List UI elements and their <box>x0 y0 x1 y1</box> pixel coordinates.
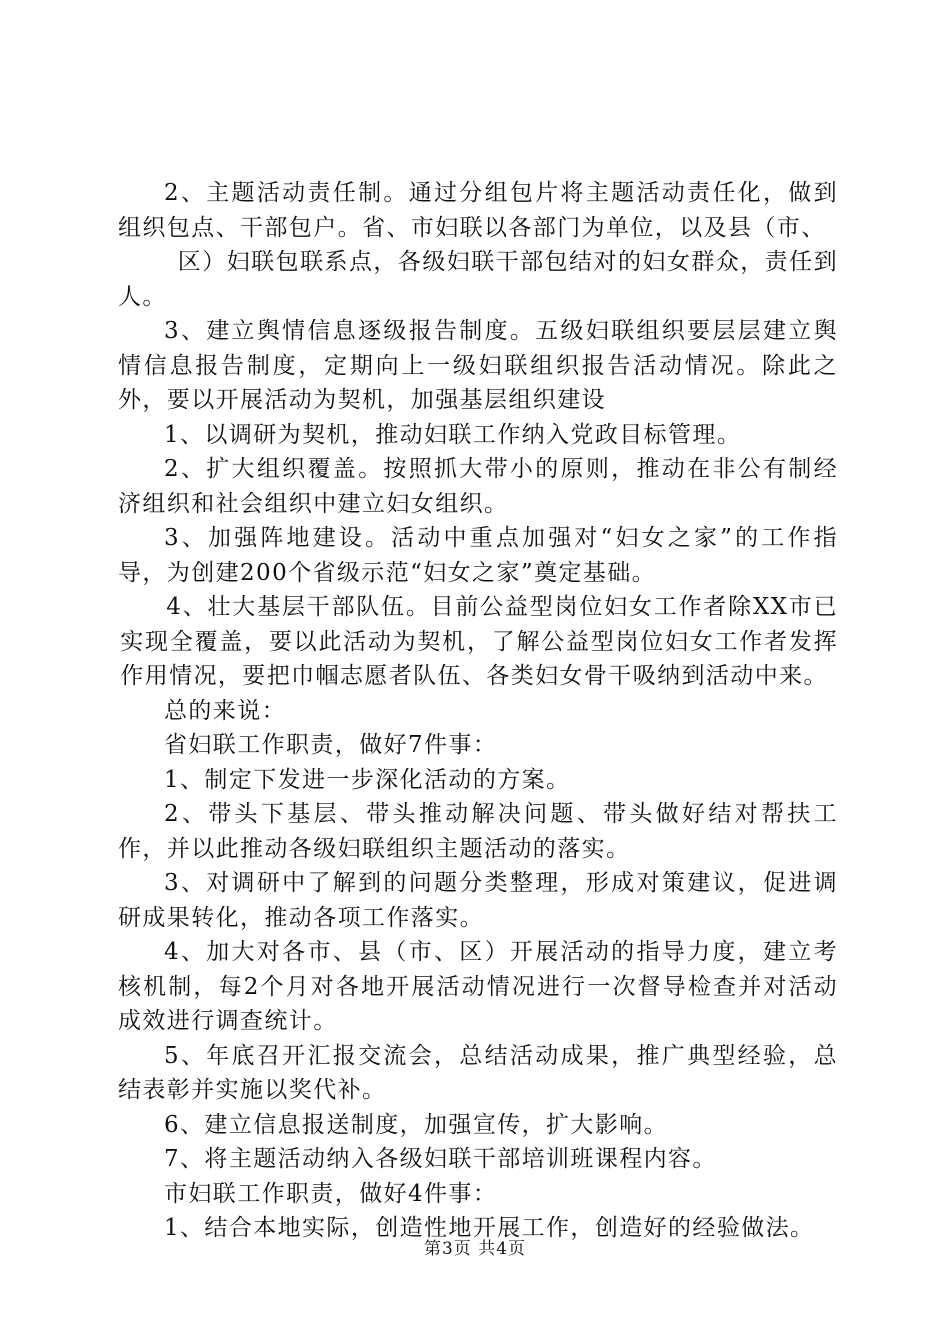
paragraph-item-1: 1、以调研为契机，推动妇联工作纳入党政目标管理。 <box>164 421 742 448</box>
paragraph-item-2: 2、扩大组织覆盖。按照抓大带小的原则，推动在非公有制经济组织和社会组织中建立妇女组织。 <box>118 456 838 517</box>
paragraph-responsibility-system: 2、主题活动责任制。通过分组包片将主题活动责任化，做到组织包点、干部包户。省、市妇联以各部门为单位，以及县（市、 <box>118 180 838 241</box>
paragraph-city-duty-1: 1、结合本地实际，创造性地开展工作，创造好的经验做法。 <box>164 1215 815 1241</box>
page-number-footer: 第3页 共4页 <box>423 1239 527 1259</box>
paragraph-provincial-duty-5: 5、年底召开汇报交流会，总结活动成果，推广典型经验，总结表彰并实施以奖代补。 <box>118 1042 838 1103</box>
paragraph-provincial-duties-heading: 省妇联工作职责，做好7件事： <box>164 732 498 758</box>
paragraph-provincial-duty-3: 3、对调研中了解到的问题分类整理，形成对策建议，促进调研成果转化，推动各项工作落实。 <box>118 870 838 931</box>
paragraph-provincial-duty-1: 1、制定下发进一步深化活动的方案。 <box>164 766 571 793</box>
paragraph-provincial-duty-7: 7、将主题活动纳入各级妇联干部培训班课程内容。 <box>164 1146 717 1172</box>
paragraph-provincial-duty-2: 2、带头下基层、带头推动解决问题、带头做好结对帮扶工作，并以此推动各级妇联组织主题活动的落实。 <box>118 801 838 862</box>
document-body <box>118 176 838 1246</box>
paragraph-provincial-duty-4: 4、加大对各市、县（市、区）开展活动的指导力度，建立考核机制，每2个月对各地开展活动情况进行一次督导检查并对活动成效进行调查统计。 <box>118 939 838 1034</box>
paragraph-continuation: 区）妇联包联系点，各级妇联干部包结对的妇女群众，责任到人。 <box>118 249 838 310</box>
paragraph-item-4: 4、壮大基层干部队伍。目前公益型岗位妇女工作者除XX市已实现全覆盖，要以此活动为契机，了解公益型岗位妇女工作者发挥作用情况，要把巾帼志愿者队伍、各类妇女骨干吸纳到活动中来。 <box>120 594 838 689</box>
paragraph-summary-heading: 总的来说： <box>164 697 286 724</box>
paragraph-provincial-duty-6: 6、建立信息报送制度，加强宣传，扩大影响。 <box>164 1111 669 1138</box>
paragraph-item-3: 3、加强阵地建设。活动中重点加强对“妇女之家”的工作指导，为创建200个省级示范“妇女之家”奠定基础。 <box>118 525 838 586</box>
paragraph-report-system: 3、建立舆情信息逐级报告制度。五级妇联组织要层层建立舆情信息报告制度，定期向上一级妇联组织报告活动情况。除此之外，要以开展活动为契机，加强基层组织建设 <box>118 318 838 413</box>
paragraph-city-duties-heading: 市妇联工作职责，做好4件事： <box>164 1180 498 1207</box>
